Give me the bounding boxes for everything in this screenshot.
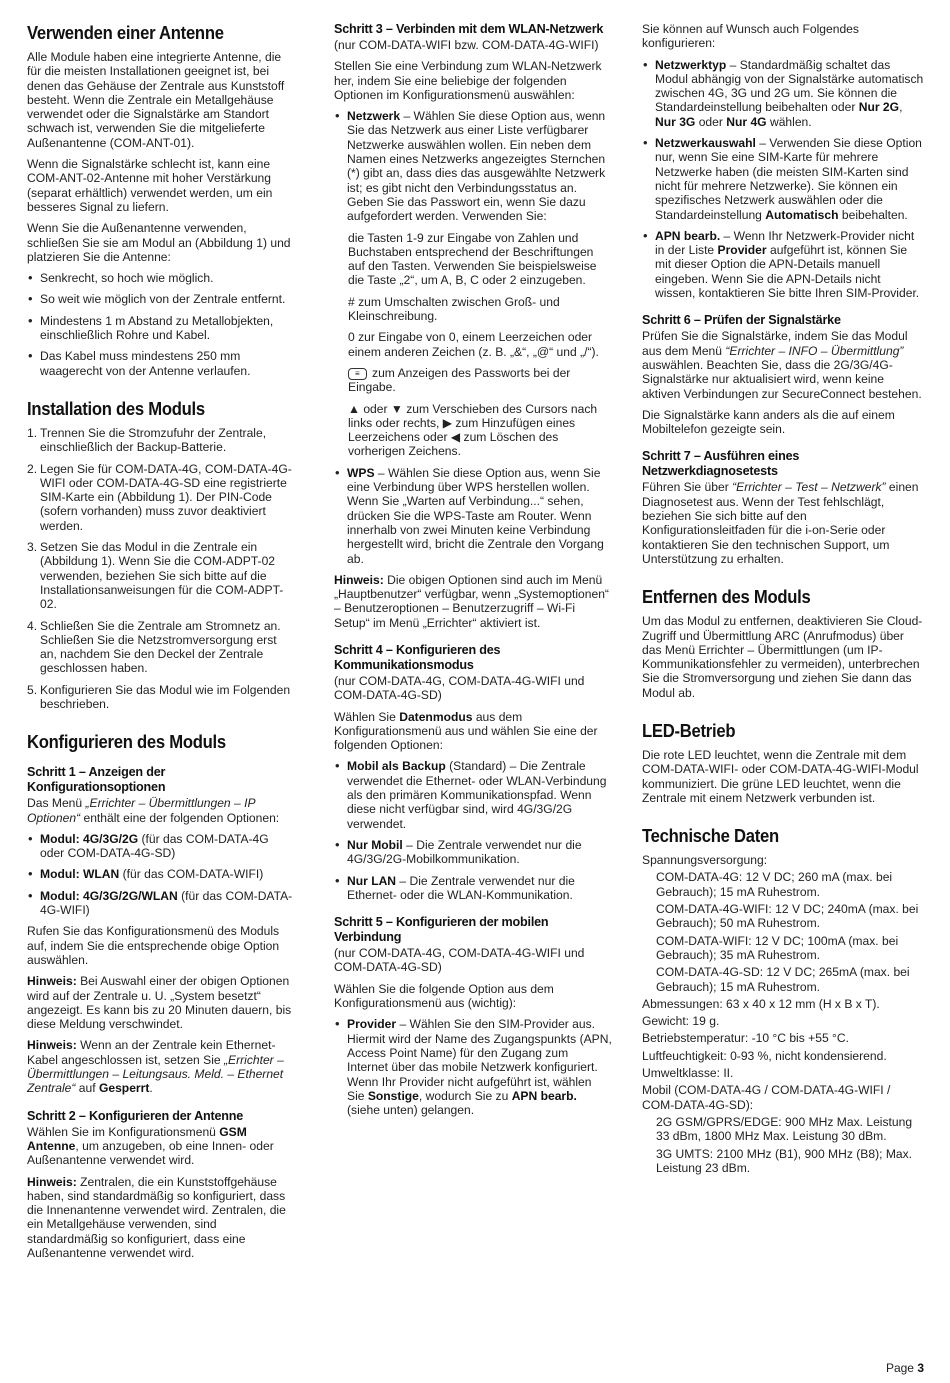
list-item: • Nur LAN – Die Zentrale verwendet nur die Ethernet- oder die WLAN-Kommunikation. xyxy=(334,874,612,903)
list-item: • So weit wie möglich von der Zentrale entfernt. xyxy=(27,292,295,306)
note: Hinweis: Zentralen, die ein Kunststoffgehäuse haben, sind standardmäßig so konfiguriert, dass die Innenantenne verwendet wird. Zentralen, die ein Metallgehäuse verwenden, sind standardmäßig so konfiguriert, dass eine Außenantenne verwendet wird. xyxy=(27,1174,286,1260)
list-item: • Modul: 4G/3G/2G (für das COM-DATA-4G oder COM-DATA-4G-SD) xyxy=(27,832,295,861)
column-left xyxy=(27,22,295,1267)
menu-path: “Errichter – INFO – Übermittlung” xyxy=(725,343,904,358)
list-item: • APN bearb. – Wenn Ihr Netzwerk-Provider nicht in der Liste Provider aufgeführt ist, können Sie mit dieser Option die APN-Details manuell eingeben. Wenn Sie die APN-Details nicht wissen, kontaktieren Sie bitte Ihren SIM-Provider. xyxy=(642,229,924,300)
paragraph: Wählen Sie die folgende Option aus dem Konfigurationsmenü aus (wichtig): xyxy=(334,981,554,1011)
page-footer xyxy=(886,1361,924,1375)
optional-config-list xyxy=(642,58,924,301)
list-item: • Netzwerk – Wählen Sie diese Option aus, wenn Sie das Netzwerk aus einer Liste verfügbarer Netzwerke auswählen wollen. Ein neben dem Namen eines Netzwerks angezeigtes Sternchen (*) gibt an, dass dies das ausgewählte Netzwerk ist; es gibt nicht den Verbindungsstatus an. Geben Sie das Passwort ein, wenn Sie dazu aufgefordert werden. Verwenden Sie: xyxy=(334,109,612,223)
spec-line: 2G GSM/GPRS/EDGE: 900 MHz Max. Leistung 33 dBm, 1800 MHz Max. Leistung 30 dBm. xyxy=(656,1114,913,1144)
wifi-options-list-2 xyxy=(334,466,612,566)
paragraph: Wenn Sie die Außenantenne verwenden, schließen Sie sie am Modul an (Abbildung 1) und platzieren Sie die Antenne: xyxy=(27,221,291,264)
paragraph: Die rote LED leuchtet, wenn die Zentrale mit dem COM-DATA-WIFI- oder COM-DATA-4G-WIFI-Modul kommuniziert. Die grüne LED leuchtet, wenn die Zentrale mit einem Netzwerk verbunden ist. xyxy=(642,747,919,805)
step-text: Legen Sie für COM-DATA-4G, COM-DATA-4G-WIFI oder COM-DATA-4G-SD eine registrierte SIM-Karte ein (Abbildung 1). Der PIN-Code (sofern vorhanden) muss zuvor deaktiviert werden. xyxy=(40,461,292,533)
step-number: 1. xyxy=(27,425,38,440)
paragraph: Führen Sie über “Errichter – Test – Netzwerk” einen Diagnosetest aus. Wenn der Test fehlschlägt, beziehen Sie sich bitte auf den Konfigurationsleitfaden für die i-on-Serie oder kontaktieren Sie den technischen Support, um Unterstützung zu erhalten. xyxy=(642,480,919,566)
scope-note: (nur COM-DATA-WIFI bzw. COM-DATA-4G-WIFI) xyxy=(334,38,599,52)
sub-paragraph: ▲ oder ▼ zum Verschieben des Cursors nach links oder rechts, ▶ zum Hinzufügen eines Leerzeichens oder ◀ zum Löschen des vorherigen Zeichens. xyxy=(348,401,598,459)
step-number: 3. xyxy=(27,540,38,555)
section-title-install: Installation des Moduls xyxy=(27,397,205,419)
step-text: Setzen Sie das Modul in die Zentrale ein (Abbildung 1). Wenn Sie die COM-ADPT-02 verwenden, beziehen Sie sich bitte auf die Installationsanweisungen für die COM-ADPT-02. xyxy=(40,540,284,612)
list-item xyxy=(27,619,295,676)
note: Hinweis: Die obigen Optionen sind auch im Menü „Hauptbenutzer“ verfügbar, wenn „Systemoptionen“ – Benutzeroptionen – Benutzerzugriff – Wi-Fi Setup“ im Menü „Errichter“ aktiviert ist. xyxy=(334,572,609,630)
spec-line: Spannungsversorgung: xyxy=(642,853,768,868)
column-middle xyxy=(334,22,612,1124)
step-number: 5. xyxy=(27,682,38,697)
spec-line: Umweltklasse: II. xyxy=(642,1066,734,1081)
section-title-antenna: Verwenden einer Antenne xyxy=(27,22,224,43)
paragraph: Das Menü „Errichter – Übermittlungen – IP Optionen“ enthält eine der folgenden Optionen: xyxy=(27,796,280,825)
wifi-options-list xyxy=(334,109,612,223)
list-item: • Netzwerktyp – Standardmäßig schaltet das Modul abhängig von der Signalstärke automatisch zwischen 4G, 3G und 2G um. Sie können die Standardeinstellung beibehalten oder Nur 2G, Nur 3G oder Nur 4G wählen. xyxy=(642,58,924,129)
step-title: Schritt 4 – Konfigurieren des Kommunikationsmodus xyxy=(334,642,501,672)
step-title: Schritt 7 – Ausführen eines Netzwerkdiagnosetests xyxy=(642,449,800,479)
step-number: 2. xyxy=(27,461,38,476)
step-text: Schließen Sie die Zentrale am Stromnetz an. Schließen Sie die Netzstromversorgung erst an, nachdem Sie den Deckel der Zentrale geschlossen haben. xyxy=(40,618,281,676)
list-item xyxy=(27,426,295,455)
spec-line: Abmessungen: 63 x 40 x 12 mm (H x B x T). xyxy=(642,996,880,1011)
list-item: • Nur Mobil – Die Zentrale verwendet nur die 4G/3G/2G-Mobilkommunikation. xyxy=(334,838,612,867)
section-title-config: Konfigurieren des Moduls xyxy=(27,731,226,753)
sub-paragraph: 0 zur Eingabe von 0, einem Leerzeichen oder einem anderen Zeichen (z. B. „&“, „@“ und „/“). xyxy=(348,330,599,359)
menu-path: “Errichter – Test – Netzwerk” xyxy=(732,480,886,495)
antenna-placement-list xyxy=(27,271,295,378)
step-title: Schritt 5 – Konfigurieren der mobilen Verbindung xyxy=(334,915,549,945)
spec-line: COM-DATA-4G-WIFI: 12 V DC; 240mA (max. bei Gebrauch); 50 mA Ruhestrom. xyxy=(656,902,919,931)
list-item: • Modul: 4G/3G/2G/WLAN (für das COM-DATA-4G-WIFI) xyxy=(27,889,295,918)
list-item: • Mobil als Backup (Standard) – Die Zentrale verwendet die Ethernet- oder WLAN-Verbindung als den primären Kommunikationspfad. Wenn diese nicht verfügbar sind, wird 4G/3G/2G verwendet. xyxy=(334,759,612,830)
sub-paragraph: die Tasten 1-9 zur Eingabe von Zahlen und Buchstaben entsprechend der Beschriftungen auf den Tasten. Verwenden Sie beispielsweise die Taste „2“, um A, B, C oder 2 einzugeben. xyxy=(348,230,597,288)
column-right xyxy=(642,22,924,1178)
data-mode-list xyxy=(334,759,612,902)
paragraph: Wählen Sie Datenmodus aus dem Konfigurationsmenü aus und wählen Sie eine der folgenden Optionen: xyxy=(334,709,598,753)
paragraph: Rufen Sie das Konfigurationsmenü des Moduls auf, indem Sie die entsprechende obige Option auswählen. xyxy=(27,924,280,967)
list-item xyxy=(27,683,295,712)
list-item xyxy=(27,462,295,533)
step-text: Trennen Sie die Stromzufuhr der Zentrale, einschließlich der Backup-Batterie. xyxy=(40,425,267,455)
list-item: • Provider – Wählen Sie den SIM-Provider aus. Hiermit wird der Name des Zugangspunkts (APN, Access Point Name) für den Zugang zum Internet über das mobile Netzwerk konfiguriert. Wenn Ihr Provider nicht aufgeführt ist, wählen Sie Sonstige, wodurch Sie zu APN bearb. (siehe unten) gelangen. xyxy=(334,1017,612,1117)
scope-note: (nur COM-DATA-4G, COM-DATA-4G-WIFI und COM-DATA-4G-SD) xyxy=(334,946,585,975)
paragraph: Die Signalstärke kann anders als die auf einem Mobiltelefon gezeigte sein. xyxy=(642,407,895,437)
step-title: Schritt 1 – Anzeigen der Konfigurationsoptionen xyxy=(27,765,166,795)
spec-line: Mobil (COM-DATA-4G / COM-DATA-4G-WIFI / COM-DATA-4G-SD): xyxy=(642,1083,891,1112)
list-item: • Senkrecht, so hoch wie möglich. xyxy=(27,271,295,285)
spec-line: COM-DATA-4G-SD: 12 V DC; 265mA (max. bei Gebrauch); 15 mA Ruhestrom. xyxy=(656,965,910,994)
menu-key-icon: ≡ xyxy=(348,368,367,380)
spec-line: Gewicht: 19 g. xyxy=(642,1014,720,1029)
module-options-list xyxy=(27,832,295,917)
section-title-led: LED-Betrieb xyxy=(642,719,736,741)
step-title: Schritt 3 – Verbinden mit dem WLAN-Netzwerk xyxy=(334,22,604,36)
spec-line: 3G UMTS: 2100 MHz (B1), 900 MHz (B8); Max. Leistung 23 dBm. xyxy=(656,1146,913,1175)
list-item: • Modul: WLAN (für das COM-DATA-WIFI) xyxy=(27,867,295,881)
spec-line: Luftfeuchtigkeit: 0-93 %, nicht kondensierend. xyxy=(642,1048,887,1063)
step-title: Schritt 2 – Konfigurieren der Antenne xyxy=(27,1108,244,1123)
provider-list xyxy=(334,1017,612,1117)
list-item: • Mindestens 1 m Abstand zu Metallobjekten, einschließlich Rohre und Kabel. xyxy=(27,314,295,343)
sub-paragraph: # zum Umschalten zwischen Groß- und Kleinschreibung. xyxy=(348,294,560,324)
list-item xyxy=(27,540,295,611)
paragraph: Sie können auf Wunsch auch Folgendes konfigurieren: xyxy=(642,22,859,51)
step-title: Schritt 6 – Prüfen der Signalstärke xyxy=(642,313,841,328)
section-title-tech: Technische Daten xyxy=(642,825,779,847)
paragraph: Stellen Sie eine Verbindung zum WLAN-Netzwerk her, indem Sie eine beliebige der folgenden Optionen im Konfigurationsmenü auswählen: xyxy=(334,59,602,102)
page-number: 3 xyxy=(917,1361,924,1375)
spec-line: Betriebstemperatur: -10 °C bis +55 °C. xyxy=(642,1031,849,1046)
list-item: • Netzwerkauswahl – Verwenden Sie diese Option nur, wenn Sie eine SIM-Karte für mehrere Netzwerke haben (die meisten SIM-Karten sind nicht für mehrere Netzwerke). Sie können ein spezifisches Netzwerk auswählen oder die Standardeinstellung Automatisch beibehalten. xyxy=(642,136,924,222)
menu-path: „Errichter – Übermittlungen – Leitungsaus. Meld. – Ethernet Zentrale“ xyxy=(27,1052,284,1096)
spec-line: COM-DATA-WIFI: 12 V DC; 100mA (max. bei Gebrauch); 35 mA Ruhestrom. xyxy=(656,933,899,962)
list-item: • Das Kabel muss mindestens 250 mm waagerecht von der Antenne verlaufen. xyxy=(27,349,295,378)
paragraph: Prüfen Sie die Signalstärke, indem Sie das Modul aus dem Menü “Errichter – INFO – Übermittlung” auswählen. Beachten Sie, dass die 2G/3G/4G-Signalstärke nur aktualisiert wird, wenn keine aktiven Verbindungen zur SecureConnect bestehen. xyxy=(642,329,922,401)
step-number: 4. xyxy=(27,618,38,633)
note: Hinweis: Wenn an der Zentrale kein Ethernet-Kabel angeschlossen ist, setzen Sie „Errichter – Übermittlungen – Leitungsaus. Meld. – Ethernet Zentrale“ auf Gesperrt. xyxy=(27,1038,284,1096)
paragraph: Um das Modul zu entfernen, deaktivieren Sie Cloud-Zugriff und Übermittlung ARC (Anrufmodus) über das Menü Errichter – Übermittlungen (um IP-Kommunikationsfehler zu vermeiden), unterbrechen Sie die Stromversorgung und ziehen Sie dann das Modul ab. xyxy=(642,614,923,700)
paragraph: Wenn die Signalstärke schlecht ist, kann eine COM-ANT-02-Antenne mit hoher Verstärkung (separat erhältlich) verwendet werden, um ein besseres Signal zu liefern. xyxy=(27,157,273,214)
paragraph: Alle Module haben eine integrierte Antenne, die für die meisten Installationen geeignet ist, bei denen das Gehäuse der Zentrale aus Kunststoff besteht. Wenn die Zentrale ein Metallgehäuse verwendet oder die Signalstärke am Standort schwach ist, verwenden Sie die mitgelieferte Außenantenne (COM-ANT-01). xyxy=(27,50,285,150)
spec-line: COM-DATA-4G: 12 V DC; 260 mA (max. bei Gebrauch); 15 mA Ruhestrom. xyxy=(656,870,893,899)
sub-paragraph: ≡ zum Anzeigen des Passworts bei der Eingabe. xyxy=(348,365,571,395)
paragraph: Wählen Sie im Konfigurationsmenü GSM Antenne, um anzugeben, ob eine Innen- oder Außenantenne verwendet wird. xyxy=(27,1124,274,1168)
page-label: Page xyxy=(885,1361,914,1375)
section-title-remove: Entfernen des Moduls xyxy=(642,586,811,608)
step-text: Konfigurieren Sie das Modul wie im Folgenden beschrieben. xyxy=(40,682,291,711)
scope-note: (nur COM-DATA-4G, COM-DATA-4G-WIFI und COM-DATA-4G-SD) xyxy=(334,673,585,703)
menu-path: „Errichter – Übermittlungen – IP Optionen“ xyxy=(27,796,256,825)
note: Hinweis: Bei Auswahl einer der obigen Optionen wird auf der Zentrale u. U. „System besetzt“ angezeigt. Es kann bis zu 20 Minuten dauern, bis diese Meldung verschwindet. xyxy=(27,974,292,1032)
list-item: • WPS – Wählen Sie diese Option aus, wenn Sie eine Verbindung über WPS herstellen wollen. Wenn Sie „Warten auf Verbindung...“ sehen, drücken Sie die WPS-Taste am Router. Wenn innerhalb von zwei Minuten keine Verbindung hergestellt wird, bricht die Zentrale den Vorgang ab. xyxy=(334,466,612,566)
install-steps-list xyxy=(27,426,295,711)
